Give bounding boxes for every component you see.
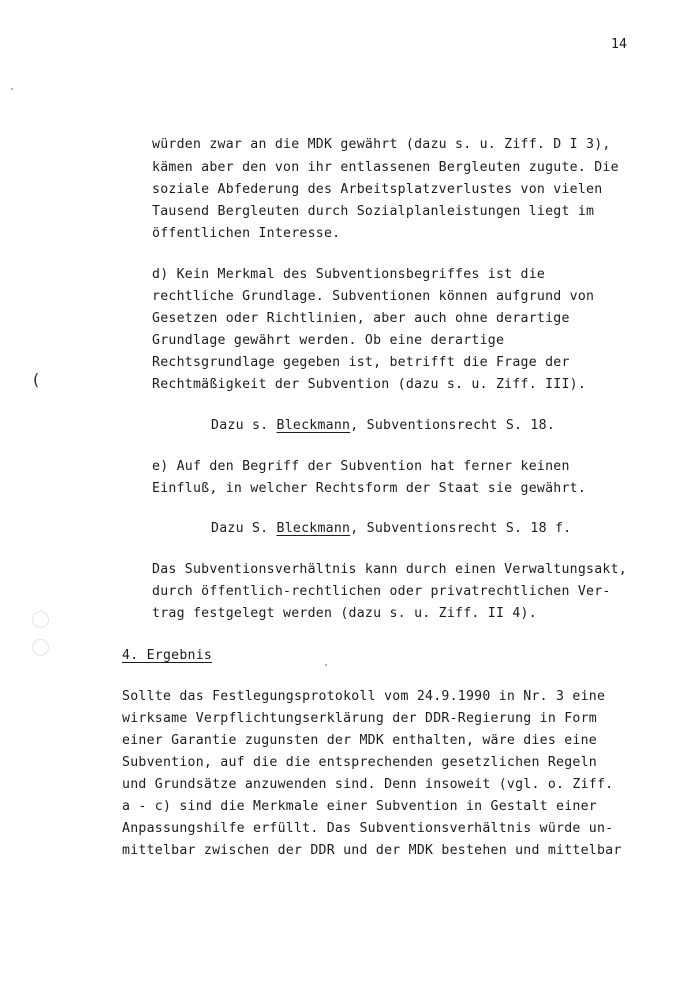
citation-source: , Subventionsrecht S. 18. — [350, 418, 555, 433]
text-line: Rechtmäßigkeit der Subvention (dazu s. u. Ziff. III). — [152, 377, 587, 392]
citation-prefix: Dazu s. — [211, 418, 277, 433]
text-line: Das Subventionsverhältnis kann durch einen Verwaltungsakt, — [152, 562, 627, 577]
section-heading: 4. Ergebnis — [122, 648, 213, 663]
citation-author: Bleckmann — [276, 418, 351, 433]
text-line: Grundlage gewährt werden. Ob eine derartige — [152, 333, 505, 348]
text-line: d) Kein Merkmal des Subventionsbegriffes ist die — [152, 267, 546, 282]
citation — [211, 418, 555, 434]
text-line: e) Auf den Begriff der Subvention hat ferner keinen — [152, 459, 570, 474]
text-line: soziale Abfederung des Arbeitsplatzverlustes von vielen — [152, 182, 603, 197]
text-line: trag festgelegt werden (dazu s. u. Ziff. II 4). — [152, 606, 537, 621]
text-line: Rechtsgrundlage gegeben ist, betrifft die Frage der — [152, 355, 570, 370]
text-line: rechtliche Grundlage. Subventionen können aufgrund von — [152, 289, 595, 304]
text-line: Sollte das Festlegungsprotokoll vom 24.9.1990 in Nr. 3 eine — [122, 689, 606, 704]
scan-speck — [325, 664, 327, 666]
page-number: 14 — [611, 37, 627, 52]
text-line: und Grundsätze anzuwenden sind. Denn insoweit (vgl. o. Ziff. — [122, 777, 614, 792]
scan-speck — [11, 88, 13, 90]
text-line: Tausend Bergleuten durch Sozialplanleistungen liegt im — [152, 204, 595, 219]
punch-hole-bottom — [32, 639, 49, 656]
text-line: Gesetzen oder Richtlinien, aber auch ohne derartige — [152, 311, 570, 326]
text-line: einer Garantie zugunsten der MDK enthalten, wäre dies eine — [122, 733, 597, 748]
punch-hole-top — [32, 611, 49, 628]
text-line: a - c) sind die Merkmale einer Subvention in Gestalt einer — [122, 799, 597, 814]
citation-source: , Subventionsrecht S. 18 f. — [350, 521, 572, 536]
text-line: Anpassungshilfe erfüllt. Das Subventionsverhältnis würde un- — [122, 821, 614, 836]
text-line: durch öffentlich-rechtlichen oder privatrechtlichen Ver- — [152, 584, 611, 599]
citation — [211, 521, 571, 537]
text-line: mittelbar zwischen der DDR und der MDK bestehen und mittelbar — [122, 843, 622, 858]
margin-mark: ( — [31, 370, 41, 389]
text-line: Subvention, auf die die entsprechenden gesetzlichen Regeln — [122, 755, 597, 770]
text-line: würden zwar an die MDK gewährt (dazu s. u. Ziff. D I 3), — [152, 137, 611, 152]
citation-prefix: Dazu S. — [211, 521, 277, 536]
citation-author: Bleckmann — [276, 521, 351, 536]
text-line: öffentlichen Interesse. — [152, 226, 341, 241]
text-line: kämen aber den von ihr entlassenen Bergleuten zugute. Die — [152, 160, 619, 175]
text-line: Einfluß, in welcher Rechtsform der Staat sie gewährt. — [152, 481, 587, 496]
text-line: wirksame Verpflichtungserklärung der DDR-Regierung in Form — [122, 711, 597, 726]
